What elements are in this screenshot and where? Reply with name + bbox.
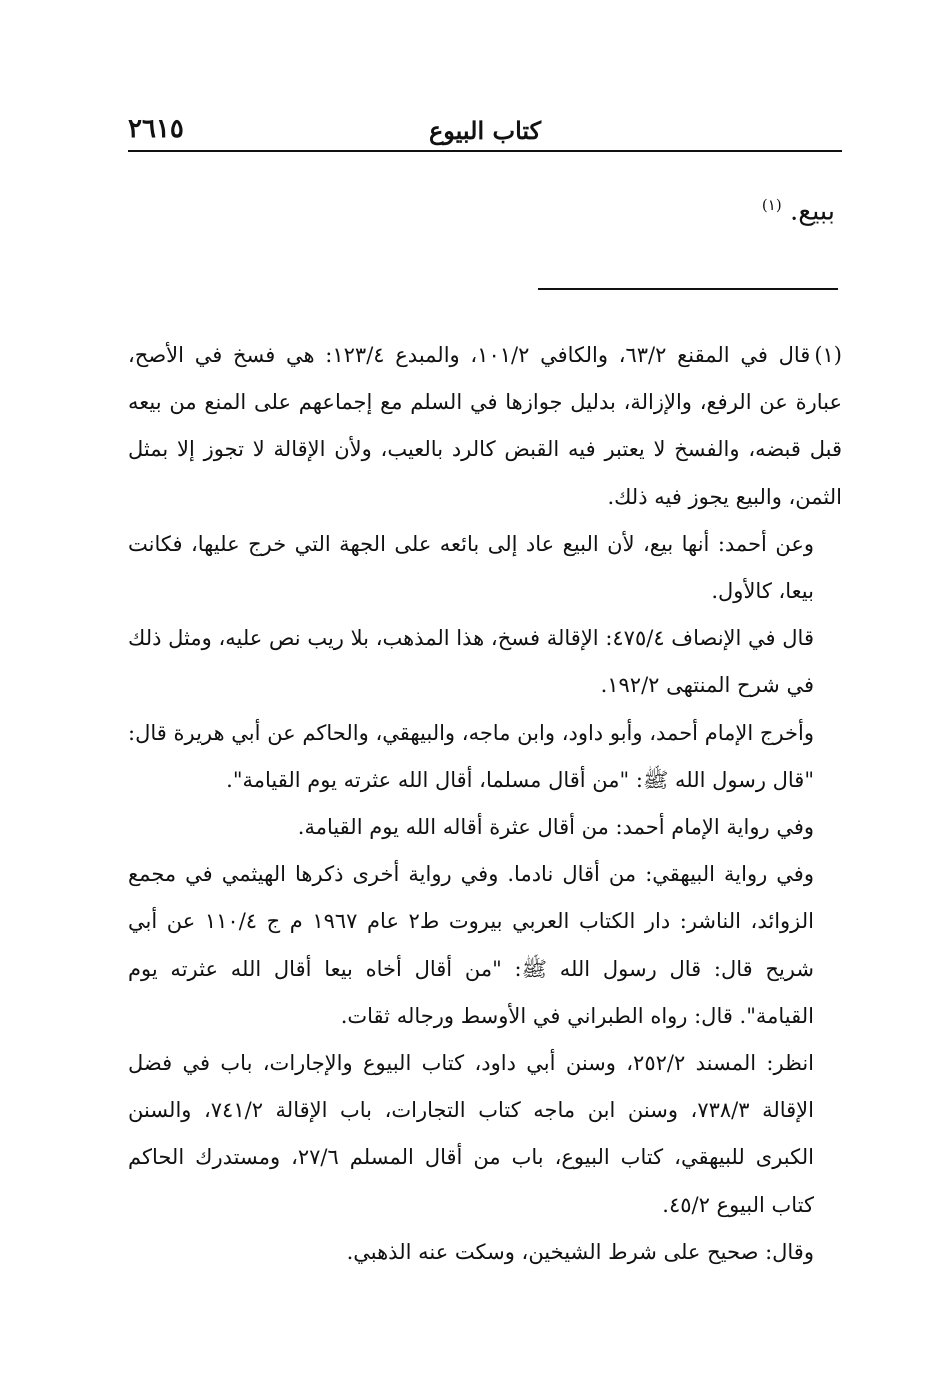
footnote-paragraph: وعن أحمد: أنها بيع، لأن البيع عاد إلى بائعه على الجهة التي خرج عليها، فكانت بيعا، كالأول. <box>128 531 814 604</box>
footnote-paragraph: انظر: المسند ٢٥٢/٢، وسنن أبي داود، كتاب البيوع والإجارات، باب في فضل الإقالة ٧٣٨/٣، وسنن ابن ماجه كتاب التجارات، باب الإقالة ٧٤١/٢، والسنن الكبرى للبيهقي، كتاب البيوع، باب من أقال المسلم ٢٧/٦، ومستدرك الحاكم كتاب البيوع ٤٥/٢. <box>128 1051 814 1217</box>
running-header <box>128 112 842 152</box>
footnote-reference: (١) <box>761 196 782 214</box>
page-number: ٢٦١٥ <box>128 114 184 144</box>
footnote-paragraph: وأخرج الإمام أحمد، وأبو داود، وابن ماجه، والبيهقي، والحاكم عن أبي هريرة قال: "قال رسول الله ﷺ: "من أقال مسلما، أقال الله عثرته يوم القيامة". <box>128 720 814 792</box>
main-text <box>762 196 835 227</box>
footnote-paragraph: وقال: صحيح على شرط الشيخين، وسكت عنه الذهبي. <box>346 1239 814 1264</box>
footnote-separator <box>538 288 838 290</box>
main-text-line: ببيع. <box>789 196 835 227</box>
chapter-title: كتاب البيوع <box>428 116 542 145</box>
footnote-paragraph: وفي رواية الإمام أحمد: من أقال عثرة أقاله الله يوم القيامة. <box>297 815 814 840</box>
header-rule <box>128 150 842 152</box>
footnote-marker: (١) <box>814 343 842 367</box>
footnote-paragraph <box>128 332 842 521</box>
footnote-paragraph: قال في الإنصاف ٤٧٥/٤: الإقالة فسخ، هذا المذهب، بلا ريب نص عليه، ومثل ذلك في شرح المنتهى ١٩٢/٢. <box>128 626 814 698</box>
footnotes <box>128 332 842 1276</box>
footnote-paragraph: وفي رواية البيهقي: من أقال نادما. وفي رواية أخرى ذكرها الهيثمي في مجمع الزوائد، الناشر: دار الكتاب العربي بيروت ط٢ عام ١٩٦٧ م ج ١١٠/٤ عن أبي شريح قال: قال رسول الله ﷺ: "من أقال أخاه بيعا أقال الله عثرته يوم القيامة". قال: رواه الطبراني في الأوسط ورجاله ثقات. <box>128 862 814 1028</box>
footnote-paragraph-text: قال في المقنع ٦٣/٢، والكافي ١٠١/٢، والمبدع ١٢٣/٤: هي فسخ في الأصح، عبارة عن الرفع، والإزالة، بدليل جوازها في السلم مع إجماعهم على المنع من بيعه قبل قبضه، والفسخ لا يعتبر فيه القبض كالرد بالعيب، ولأن الإقالة لا تجوز إلا بمثل الثمن، والبيع يجوز فيه ذلك. <box>128 343 842 509</box>
